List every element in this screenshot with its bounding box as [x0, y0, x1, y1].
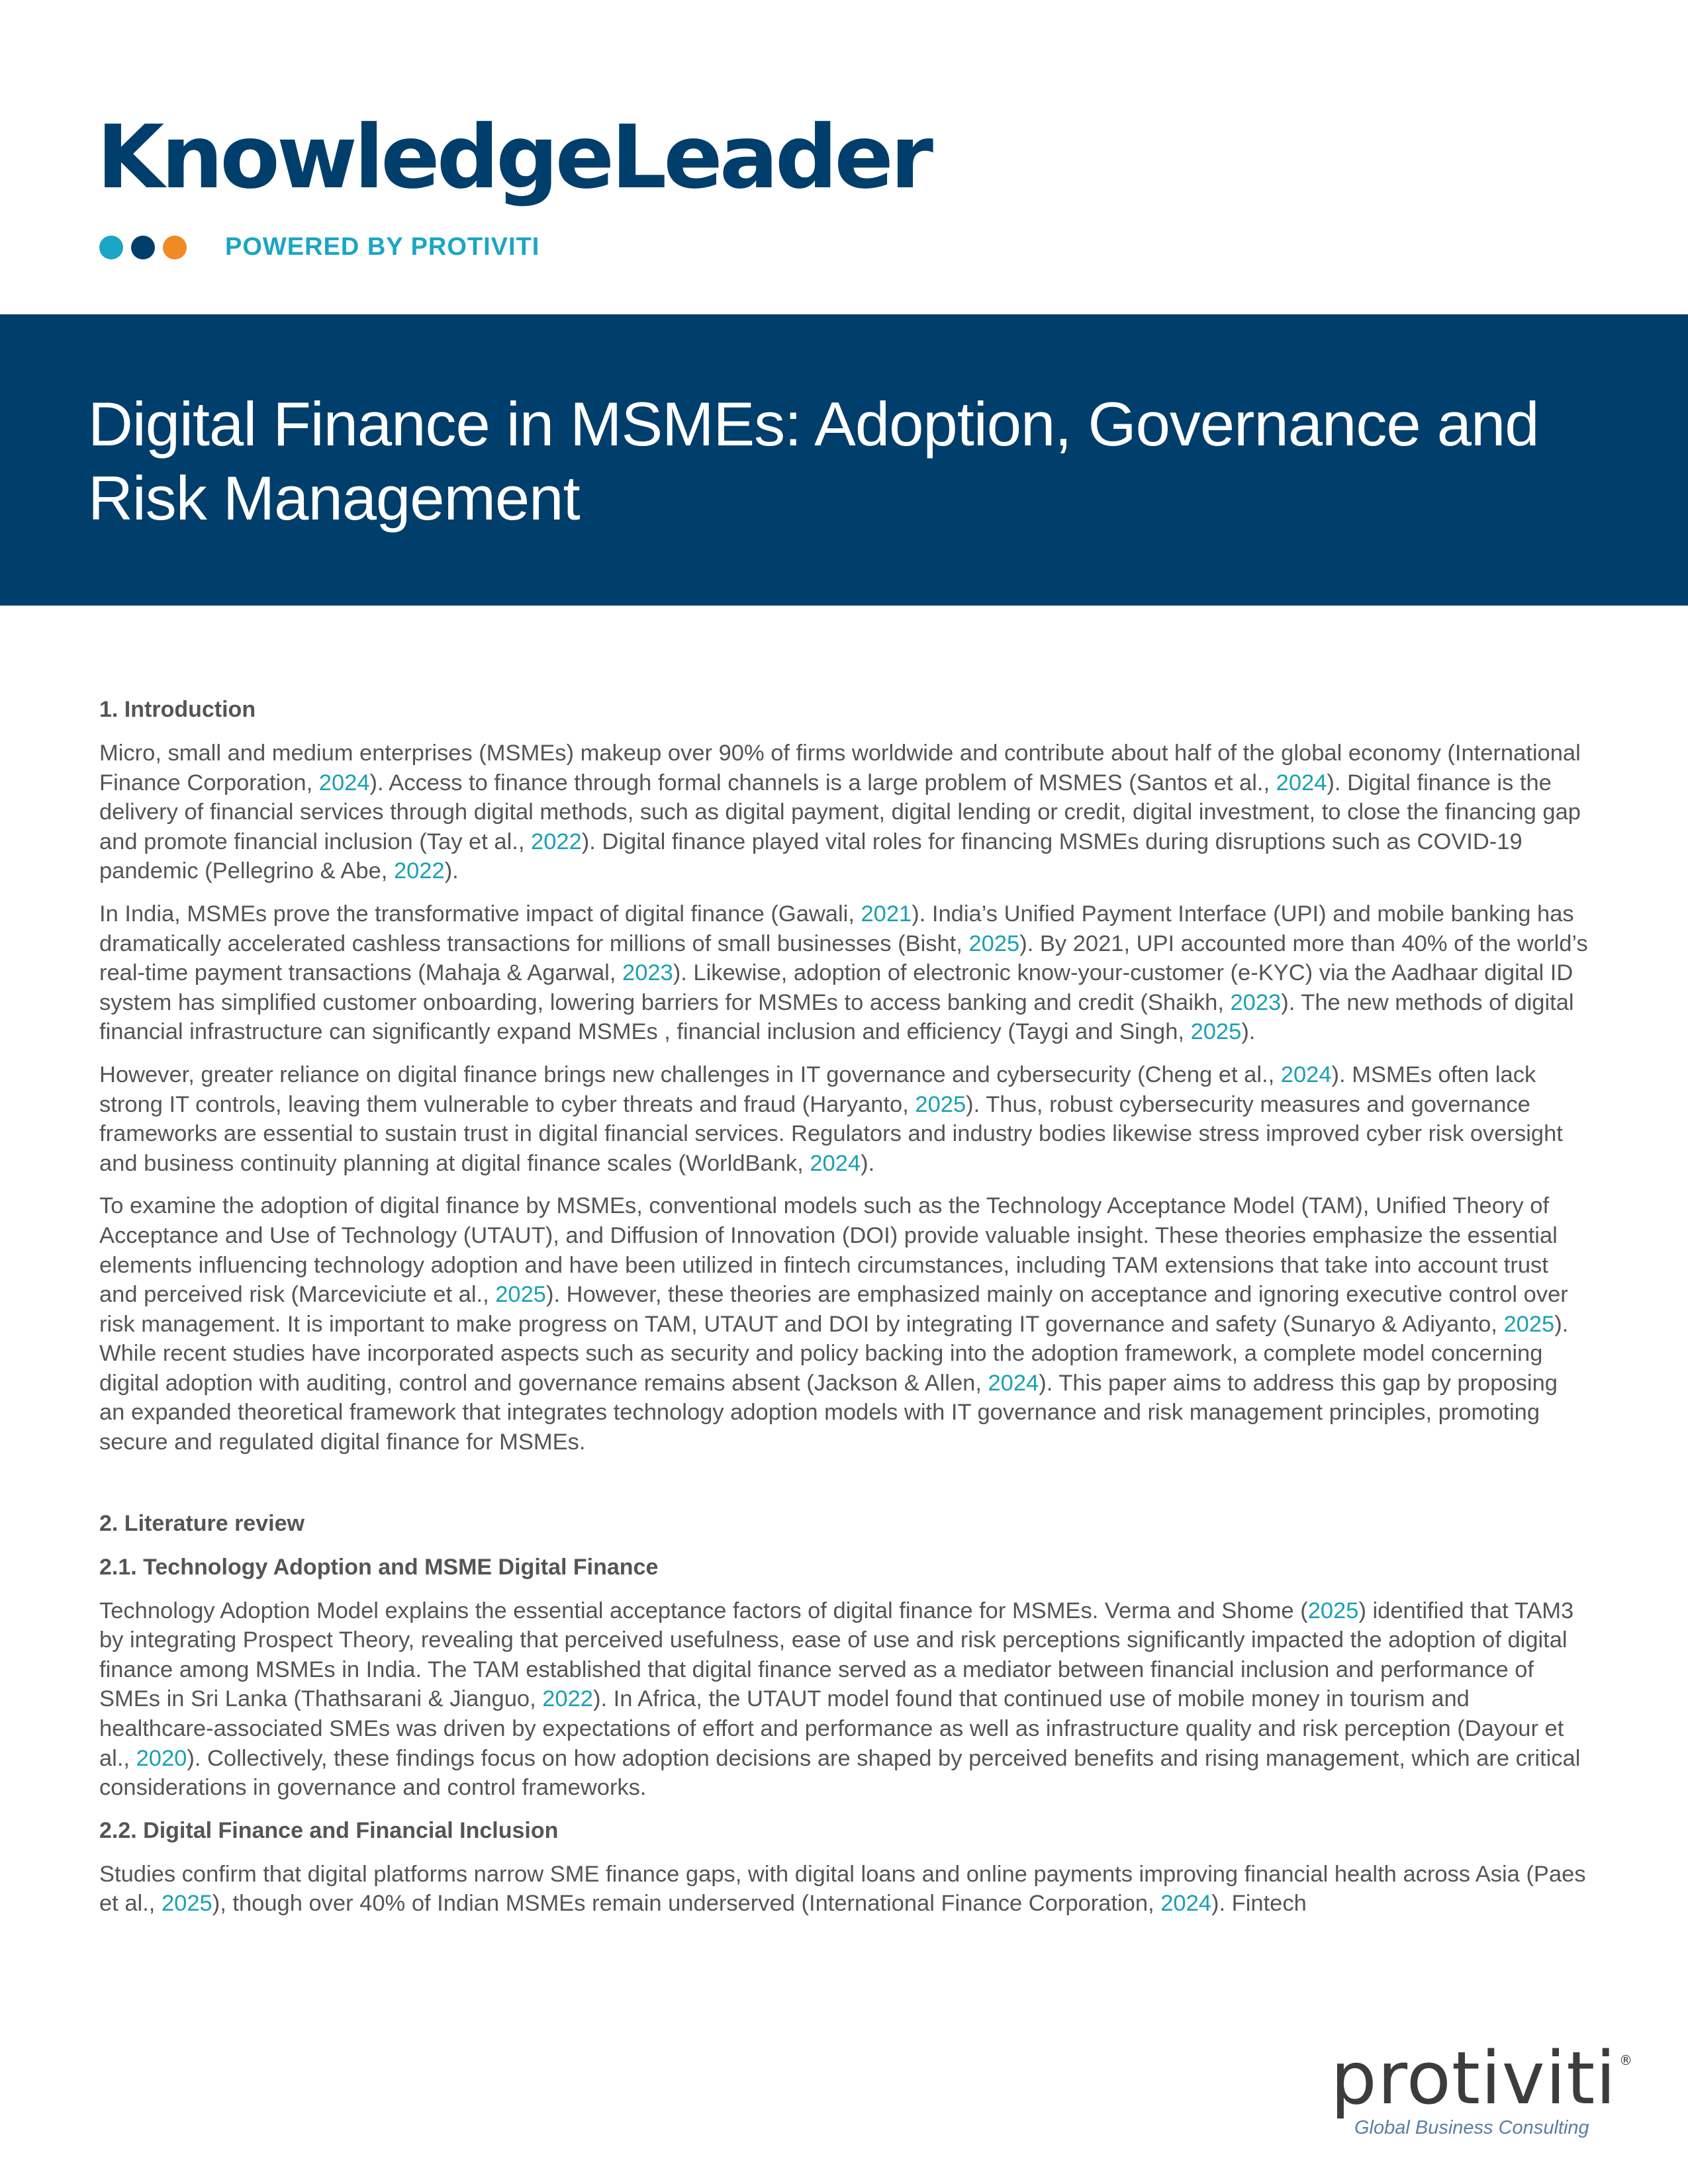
intro-paragraph: Micro, small and medium enterprises (MSMEs) makeup over 90% of firms worldwide and contribute about half of the global economy (International Finance Corporation, 2024). Access to finance through formal channels is a large problem of MSMES (Santos et al., 2024). Digital finance is the delivery of financial services through digital methods, such as digital payment, digital lending or credit, digital investment, to close the financing gap and promote financial inclusion (Tay et al., 2022). Digital finance played vital roles for financing MSMEs during disruptions such as COVID-19 pandemic (Pellegrino & Abe, 2022).: [99, 741, 1581, 884]
brand-name: KnowledgeLeader: [97, 107, 930, 208]
literature-paragraph: Studies confirm that digital platforms narrow SME finance gaps, with digital loans and online payments improving financial health across Asia (Paes et al., 2025), though over 40% of Indian MSMEs remain underserved (International Finance Corporation, 2024). Fintech: [99, 1861, 1586, 1917]
citation-year-link[interactable]: 2022: [393, 858, 445, 884]
citation-year-link[interactable]: 2025: [161, 1891, 212, 1917]
protiviti-wordmark: [1331, 2036, 1633, 2120]
intro-paragraph: In India, MSMEs prove the transformative impact of digital finance (Gawali, 2021). India’s Unified Payment Interface (UPI) and mobile banking has dramatically accelerated cashless transactions for millions of small businesses (Bisht, 2025). By 2021, UPI accounted more than 40% of the world’s real-time payment transactions (Mahaja & Agarwal, 2023). Likewise, adoption of electronic know-your-customer (e-KYC) via the Aadhaar digital ID system has simplified customer onboarding, lowering barriers for MSMEs to access banking and credit (Shaikh, 2023). The new methods of digital financial infrastructure can significantly expand MSMEs , financial inclusion and efficiency (Taygi and Singh, 2025).: [99, 901, 1588, 1045]
intro-paragraph: However, greater reliance on digital finance brings new challenges in IT governance and cybersecurity (Cheng et al., 2024). MSMEs often lack strong IT controls, leaving them vulnerable to cyber threats and fraud (Haryanto, 2025). Thus, robust cybersecurity measures and governance frameworks are essential to sustain trust in digital financial services. Regulators and industry bodies likewise stress improved cyber risk oversight and business continuity planning at digital finance scales (WorldBank, 2024).: [99, 1062, 1563, 1176]
registered-mark-icon: ®: [1618, 2052, 1633, 2068]
citation-year-link[interactable]: 2024: [810, 1150, 861, 1176]
citation-year-link[interactable]: 2022: [531, 829, 582, 854]
citation-year-link[interactable]: 2024: [988, 1370, 1039, 1396]
subsection-heading-financial-inclusion: 2.2. Digital Finance and Financial Inclusion: [99, 1817, 559, 1843]
subsection-heading-technology-adoption: 2.1. Technology Adoption and MSME Digital Finance: [99, 1554, 659, 1580]
citation-year-link[interactable]: 2025: [1503, 1311, 1555, 1337]
citation-year-link[interactable]: 2025: [1190, 1019, 1242, 1045]
title-banner: [0, 314, 1688, 606]
document-title: Digital Finance in MSMEs: Adoption, Governance and Risk Management: [88, 389, 1539, 533]
knowledgeleader-logo: [97, 107, 930, 208]
literature-paragraph: Technology Adoption Model explains the essential acceptance factors of digital finance for MSMEs. Verma and Shome (2025) identified that TAM3 by integrating Prospect Theory, revealing that perceived usefulness, ease of use and risk perceptions significantly impacted the adoption of digital finance among MSMEs in India. The TAM established that digital finance served as a mediator between financial inclusion and performance of SMEs in Sri Lanka (Thathsarani & Jianguo, 2022). In Africa, the UTAUT model found that continued use of mobile money in tourism and healthcare-associated SMEs was driven by expectations of effort and performance as well as infrastructure quality and risk perception (Dayour et al., 2020). Collectively, these findings focus on how adoption decisions are shaped by perceived benefits and rising management, which are critical considerations in governance and control frameworks.: [99, 1598, 1581, 1801]
document-body: [99, 695, 1589, 1932]
citation-year-link[interactable]: 2022: [542, 1686, 593, 1712]
citation-year-link[interactable]: 2023: [1230, 989, 1282, 1015]
citation-year-link[interactable]: 2025: [915, 1091, 966, 1117]
citation-year-link[interactable]: 2024: [1276, 770, 1327, 796]
navy-dot-icon: [131, 236, 155, 259]
citation-year-link[interactable]: 2020: [136, 1745, 187, 1771]
orange-dot-icon: [163, 236, 187, 259]
protiviti-tagline: Global Business Consulting: [1354, 2117, 1589, 2138]
citation-year-link[interactable]: 2021: [861, 901, 912, 927]
citation-year-link[interactable]: 2025: [495, 1282, 546, 1308]
powered-by-tagline: POWERED BY PROTIVITI: [225, 233, 540, 261]
citation-year-link[interactable]: 2025: [968, 931, 1020, 956]
citation-year-link[interactable]: 2024: [1160, 1891, 1211, 1917]
section-heading-introduction: 1. Introduction: [99, 697, 256, 722]
powered-by-row: [99, 233, 539, 261]
citation-year-link[interactable]: 2023: [622, 960, 673, 986]
intro-paragraph: To examine the adoption of digital finance by MSMEs, conventional models such as the Technology Acceptance Model (TAM), Unified Theory of Acceptance and Use of Technology (UTAUT), and Diffusion of Innovation (DOI) provide valuable insight. These theories emphasize the essential elements influencing technology adoption and have been utilized in fintech circumstances, including TAM extensions that take into account trust and perceived risk (Marceviciute et al., 2025). However, these theories are emphasized mainly on acceptance and ignoring executive control over risk management. It is important to make progress on TAM, UTAUT and DOI by integrating IT governance and safety (Sunaryo & Adiyanto, 2025). While recent studies have incorporated aspects such as security and policy backing into the adoption framework, a complete model concerning digital adoption with auditing, control and governance remains absent (Jackson & Allen, 2024). This paper aims to address this gap by proposing an expanded theoretical framework that integrates technology adoption models with IT governance and risk management principles, promoting secure and regulated digital finance for MSMEs.: [99, 1193, 1569, 1455]
cyan-dot-icon: [99, 236, 123, 259]
section-spacer: [99, 1471, 1589, 1509]
protiviti-logo: [1331, 2036, 1633, 2139]
protiviti-wordmark-text: protiviti: [1331, 2036, 1617, 2120]
citation-year-link[interactable]: 2025: [1307, 1598, 1359, 1623]
citation-year-link[interactable]: 2024: [318, 770, 370, 796]
citation-year-link[interactable]: 2024: [1280, 1062, 1332, 1087]
section-heading-literature-review: 2. Literature review: [99, 1510, 305, 1536]
